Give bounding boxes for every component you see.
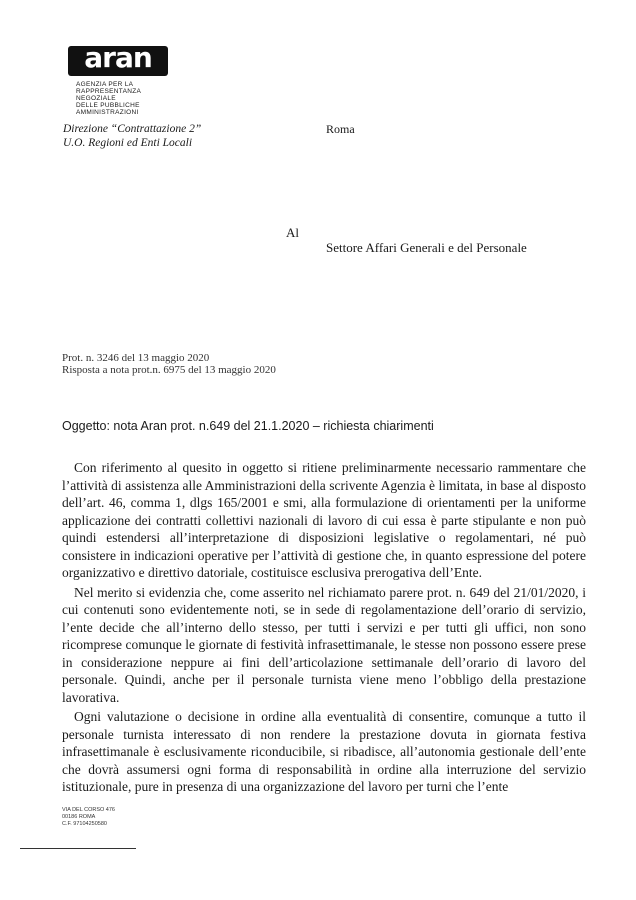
- agency-line: NEGOZIALE: [76, 95, 116, 102]
- footer-address: [62, 807, 115, 828]
- footer-address-line: C.F. 97104250580: [62, 821, 107, 827]
- agency-line: AGENZIA PER LA: [76, 81, 134, 88]
- footer-address-line: VIA DEL CORSO 476: [62, 807, 115, 813]
- recipient-name: Settore Affari Generali e del Personale: [326, 240, 527, 255]
- agency-line: AMMINISTRAZIONI: [76, 109, 139, 116]
- body-paragraph: Nel merito si evidenzia che, come asserito nel richiamato parere prot. n. 649 del 21/01/2020, i cui contenuti sono evidentemente noti, se in sede di regolamentazione dell’orario di servizio, l’ente decide che all’interno dello stesso, per tutti i servizi e per tutti gli uffici, non sono ricomprese comunque le giornate di festività infrasettimanale, le stesse non possono essere prese in considerazione neppure ai fini dell’articolazione settimanale dell’orario di lavoro del personale. Quindi, anche per il personale turnista viene meno l’obbligo della prestazione lavorativa.: [62, 584, 586, 705]
- protocol-reply: Risposta a nota prot.n. 6975 del 13 maggio 2020: [62, 364, 276, 376]
- subject-line: Oggetto: nota Aran prot. n.649 del 21.1.2020 – richiesta chiarimenti: [62, 419, 434, 433]
- agency-line: DELLE PUBBLICHE: [76, 102, 140, 109]
- unit-line: U.O. Regioni ed Enti Locali: [63, 137, 193, 149]
- body-paragraph: Ogni valutazione o decisione in ordine alla eventualità di consentire, comunque a tutto il personale turnista interessato di non rendere la prestazione dovuta in giornata festiva infrasettimanale è esclusivamente riconducibile, si ribadisce, all’autonomia gestionale dell’ente che dovrà assumersi ogni forma di responsabilità in ordine alla interruzione del servizio istituzionale, pure in presenza di una organizzazione del lavoro per turni che l’ente: [62, 709, 586, 794]
- recipient-prefix: Al: [286, 225, 299, 240]
- agency-name: [76, 81, 141, 116]
- department-block: [63, 122, 201, 150]
- aran-logo: [68, 41, 168, 76]
- direction-line: Direzione “Contrattazione 2”: [63, 123, 202, 135]
- city: Roma: [326, 122, 355, 136]
- letter-body: [62, 459, 586, 798]
- logo-text: aran: [84, 41, 152, 74]
- footer-divider: [20, 848, 136, 849]
- protocol-block: [62, 352, 276, 376]
- agency-line: RAPPRESENTANZA: [76, 88, 142, 95]
- body-paragraph: Con riferimento al quesito in oggetto si ritiene preliminarmente necessario rammentare che l’attività di assistenza alle Amministrazioni della scrivente Agenzia è limitata, in base al disposto dell’art. 46, comma 1, dlgs 165/2001 e smi, alla formulazione di orientamenti per la uniforme applicazione dei contratti collettivi nazionali di lavoro di cui essa è parte stipulante e non può quindi estendersi all’interpretazione di disposizioni legislative o regolamentari, né può consistere in indicazioni operative per l’attività di gestione che, in quanto espressione del potere organizzativo e direttivo datoriale, costituisce esclusiva prerogativa dell’Ente.: [62, 460, 586, 580]
- protocol-number: Prot. n. 3246 del 13 maggio 2020: [62, 352, 210, 364]
- footer-address-line: 00186 ROMA: [62, 814, 96, 820]
